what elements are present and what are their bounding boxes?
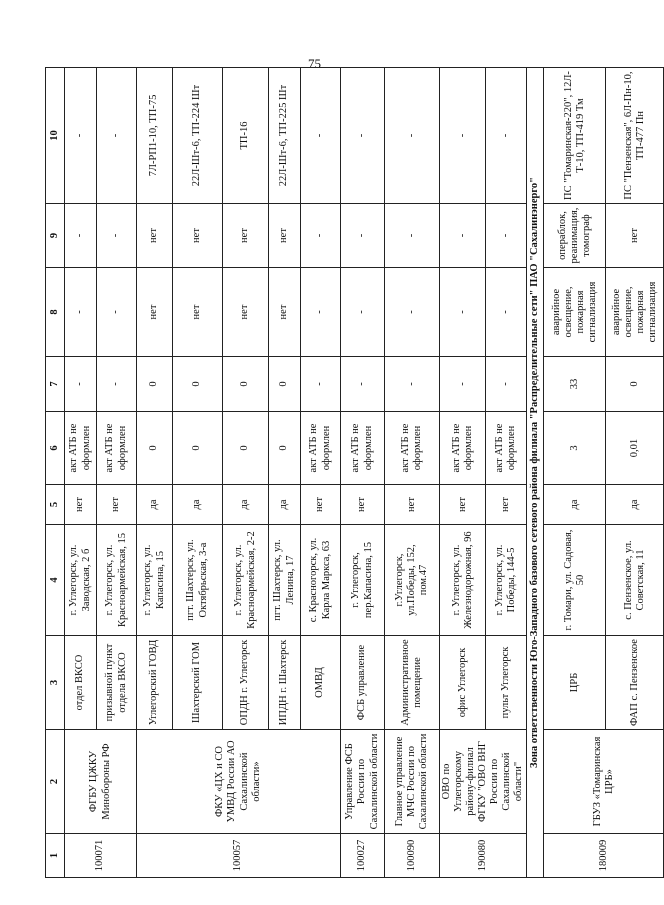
header-row — [46, 68, 65, 878]
cell-col10: 22Л-Шт-6, ТП-225 Шт — [269, 68, 301, 204]
header-cell: 1 — [46, 834, 65, 878]
cell-col9: - — [486, 204, 527, 268]
cell-col5: да — [544, 485, 606, 525]
cell-col5: нет — [65, 485, 97, 525]
cell-col9: - — [341, 204, 385, 268]
cell-object: ОМВД — [301, 636, 341, 730]
cell-code: 190080 — [440, 834, 527, 878]
table-row — [385, 68, 440, 878]
cell-col6: акт АТБ не оформлен — [440, 412, 486, 485]
cell-col8: - — [341, 268, 385, 357]
cell-object: призывной пункт отдела ВКСО — [97, 636, 137, 730]
header-cell: 6 — [46, 412, 65, 485]
cell-col5: да — [173, 485, 223, 525]
cell-col6: 0 — [137, 412, 173, 485]
cell-address: г. Углегорск, ул. Капасина, 15 — [137, 525, 173, 636]
table-row — [440, 68, 486, 878]
cell-col7: - — [385, 357, 440, 412]
header-cell: 2 — [46, 730, 65, 834]
cell-code: 100090 — [385, 834, 440, 878]
cell-col7: - — [486, 357, 527, 412]
cell-col9: нет — [137, 204, 173, 268]
cell-col9: - — [301, 204, 341, 268]
cell-organization: ГБУЗ «Томаринская ЦРБ» — [544, 730, 664, 834]
cell-col6: акт АТБ не оформлен — [341, 412, 385, 485]
cell-organization: ОВО по Углегорскому району-филиал ФГКУ "ОВО ВНГ России по Сахалинской области" — [440, 730, 527, 834]
cell-address: с. Красногорск, ул. Карла Маркса, 63 — [301, 525, 341, 636]
cell-col5: нет — [341, 485, 385, 525]
header-cell: 5 — [46, 485, 65, 525]
cell-col5: да — [606, 485, 664, 525]
cell-address: г. Углегорск, ул. Железнодорожная, 96 — [440, 525, 486, 636]
header-cell: 10 — [46, 68, 65, 204]
cell-address: г. Углегорск, ул. Победы, 144-5 — [486, 525, 527, 636]
cell-address: г. Углегорск, ул. Заводская, 2 б — [65, 525, 97, 636]
cell-col5: нет — [486, 485, 527, 525]
cell-col6: 0,01 — [606, 412, 664, 485]
cell-col10: - — [440, 68, 486, 204]
cell-col5: нет — [97, 485, 137, 525]
cell-col9: нет — [223, 204, 269, 268]
cell-col10: 7Л-РП1-10, ТП-75 — [137, 68, 173, 204]
cell-col9: - — [97, 204, 137, 268]
cell-col10: - — [341, 68, 385, 204]
header-cell: 3 — [46, 636, 65, 730]
header-cell: 7 — [46, 357, 65, 412]
cell-object: ИПДН г. Шахтерск — [269, 636, 301, 730]
cell-object: Углегорский ГОВД — [137, 636, 173, 730]
cell-object: отдел ВКСО — [65, 636, 97, 730]
cell-col7: 0 — [137, 357, 173, 412]
header-cell: 8 — [46, 268, 65, 357]
cell-col9: нет — [606, 204, 664, 268]
cell-object: ФСБ управление — [341, 636, 385, 730]
cell-address: с. Пензенское, ул. Советская, 11 — [606, 525, 664, 636]
cell-organization: ФКУ «ЦХ и СО УМВД России АО Сахалинской области» — [137, 730, 341, 834]
section-heading: Зона ответственности Юго-Западного базового сетевого района филиала "Распределительные сети" ПАО "Сахалинэнерго" — [527, 68, 544, 878]
table-row — [544, 68, 606, 878]
cell-organization: Главное управление МЧС России по Сахалинской области — [385, 730, 440, 834]
cell-col8: - — [97, 268, 137, 357]
cell-code: 100071 — [65, 834, 137, 878]
cell-col7: 0 — [606, 357, 664, 412]
cell-code: 100057 — [137, 834, 341, 878]
cell-col9: - — [440, 204, 486, 268]
cell-object: ЦРБ — [544, 636, 606, 730]
cell-col8: нет — [173, 268, 223, 357]
page-number: 75 — [308, 56, 321, 71]
cell-col8: нет — [137, 268, 173, 357]
cell-col8: - — [65, 268, 97, 357]
cell-col6: акт АТБ не оформлен — [65, 412, 97, 485]
cell-col10: - — [65, 68, 97, 204]
cell-object: ФАП с. Пензенское — [606, 636, 664, 730]
cell-address: пгт. Шахтерск, ул. Октябрьская, 3-а — [173, 525, 223, 636]
cell-col10: ПС "Томаринская-220", 12Л-Т-10, ТП-419 Тм — [544, 68, 606, 204]
cell-address: г. Томари, ул. Садовая, 50 — [544, 525, 606, 636]
cell-col7: 0 — [173, 357, 223, 412]
cell-col7: - — [97, 357, 137, 412]
cell-col10: - — [385, 68, 440, 204]
cell-object: Административное помещение — [385, 636, 440, 730]
cell-col9: нет — [173, 204, 223, 268]
table-row — [65, 68, 97, 878]
cell-col5: нет — [301, 485, 341, 525]
cell-address: г. Углегорск, ул. Красноармейская, 15 — [97, 525, 137, 636]
cell-col8: - — [440, 268, 486, 357]
cell-object: пульт Углегорск — [486, 636, 527, 730]
cell-col6: акт АТБ не оформлен — [486, 412, 527, 485]
cell-col9: нет — [269, 204, 301, 268]
table-row — [341, 68, 385, 878]
cell-col8: аварийное освещение, пожарная сигнализация — [606, 268, 664, 357]
cell-address: г. Углегорск, ул. Красноармейская, 2-2 — [223, 525, 269, 636]
cell-col7: 0 — [269, 357, 301, 412]
cell-organization: Управление ФСБ России по Сахалинской области — [341, 730, 385, 834]
cell-organization: ФГБУ ЦЖКУ Минобороны РФ — [65, 730, 137, 834]
cell-col6: 0 — [173, 412, 223, 485]
cell-object: Шахтерский ГОМ — [173, 636, 223, 730]
table-row — [137, 68, 173, 878]
cell-col8: - — [301, 268, 341, 357]
cell-col6: акт АТБ не оформлен — [385, 412, 440, 485]
cell-code: 100027 — [341, 834, 385, 878]
data-table — [45, 67, 664, 878]
cell-col10: 22Л-Шт-6, ТП-224 Шт — [173, 68, 223, 204]
cell-code: 180009 — [544, 834, 664, 878]
cell-col10: ПС "Пензенская", 6Л-Пн-10, ТП-477 Пн — [606, 68, 664, 204]
cell-col10: - — [486, 68, 527, 204]
cell-col5: нет — [385, 485, 440, 525]
cell-object: офис Углегорск — [440, 636, 486, 730]
cell-col9: - — [65, 204, 97, 268]
cell-col7: 0 — [223, 357, 269, 412]
cell-col7: 33 — [544, 357, 606, 412]
cell-col9: - — [385, 204, 440, 268]
cell-col5: да — [137, 485, 173, 525]
cell-col10: ТП-16 — [223, 68, 269, 204]
cell-col5: да — [269, 485, 301, 525]
cell-col5: нет — [440, 485, 486, 525]
cell-col7: - — [65, 357, 97, 412]
cell-col8: аварийное освещение, пожарная сигнализация — [544, 268, 606, 357]
cell-address: пгт. Шахтерск, ул. Ленина, 17 — [269, 525, 301, 636]
header-cell: 4 — [46, 525, 65, 636]
cell-col7: - — [341, 357, 385, 412]
cell-col9: операблок, реанимация, томограф — [544, 204, 606, 268]
cell-object: ОПДН г. Углегорск — [223, 636, 269, 730]
cell-col8: нет — [223, 268, 269, 357]
cell-col6: акт АТБ не оформлен — [301, 412, 341, 485]
cell-col7: - — [301, 357, 341, 412]
cell-col8: - — [486, 268, 527, 357]
cell-col6: 0 — [269, 412, 301, 485]
cell-col10: - — [97, 68, 137, 204]
cell-col6: 3 — [544, 412, 606, 485]
rotated-table-frame — [45, 68, 658, 878]
cell-address: г.Углегорск, ул.Победы, 152, пом.47 — [385, 525, 440, 636]
cell-col6: 0 — [223, 412, 269, 485]
cell-address: г. Углегорск, пер.Капасина, 15 — [341, 525, 385, 636]
cell-col6: акт АТБ не оформлен — [97, 412, 137, 485]
cell-col8: нет — [269, 268, 301, 357]
cell-col5: да — [223, 485, 269, 525]
cell-col10: - — [301, 68, 341, 204]
header-cell: 9 — [46, 204, 65, 268]
section-row — [527, 68, 544, 878]
cell-col8: - — [385, 268, 440, 357]
cell-col7: - — [440, 357, 486, 412]
